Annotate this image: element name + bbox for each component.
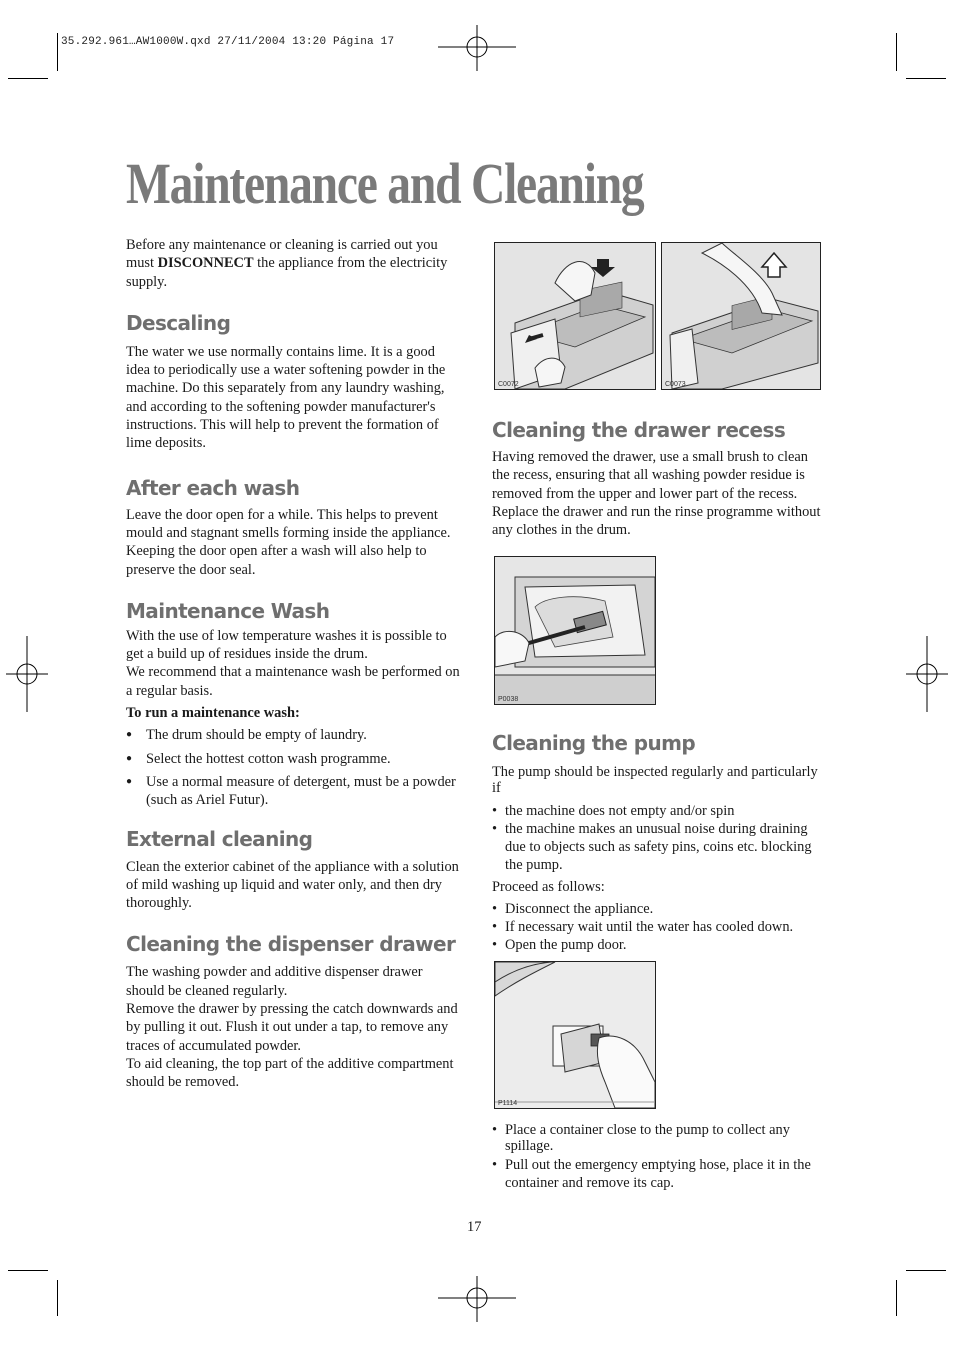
page-number: 17 — [467, 1219, 482, 1235]
descaling-text: The water we use normally contains lime. It is a good idea to periodically use a water softening powder in the machine. Do this separately from any laundry washing, and according to the softening powder manufacturer's instructions. This will help to prevent the formation of lime deposits. — [126, 343, 446, 452]
list-item: • If necessary wait until the water has cooled down. — [492, 918, 828, 936]
maintenance-wash-text-1: With the use of low temperature washes it is possible to get a build up of residues inside the drum. — [126, 627, 447, 663]
dispenser-text-1: The washing powder and additive dispenser drawer should be cleaned regularly. — [126, 964, 423, 999]
crop-mark — [8, 78, 48, 79]
crop-mark — [896, 33, 897, 71]
pump-proceed-text: Proceed as follows: — [492, 879, 605, 895]
maintenance-wash-subheading: To run a maintenance wash: — [126, 705, 300, 722]
drawer-recess-section — [492, 418, 828, 539]
pump-conditions-list — [492, 802, 828, 874]
crop-mark — [57, 33, 58, 71]
list-item: ● Use a normal measure of detergent, must be a powder (such as Ariel Futur). — [126, 773, 462, 810]
print-slug: 35.292.961…AW1000W.qxd 27/11/2004 13:20 Página 17 — [61, 36, 395, 48]
crop-mark — [906, 78, 946, 79]
list-item: ● Select the hottest cotton wash programme. — [126, 750, 462, 768]
pump-steps-continued — [492, 1122, 828, 1192]
after-wash-heading: After each wash — [126, 475, 300, 500]
maintenance-wash-heading: Maintenance Wash — [126, 598, 330, 623]
list-item: • the machine makes an unusual noise during draining due to objects such as safety pins, coins etc. blocking the pump. — [492, 820, 828, 874]
pump-steps-list — [492, 900, 828, 954]
figure-code: P0038 — [498, 696, 519, 703]
descaling-heading: Descaling — [126, 310, 231, 335]
pump-section — [492, 731, 828, 954]
page-title: Maintenance and Cleaning — [126, 151, 644, 216]
maintenance-wash-text-2: We recommend that a maintenance wash be performed on a regular basis. — [126, 664, 460, 699]
drawer-recess-text: Having removed the drawer, use a small brush to clean the recess, ensuring that all washing powder residue is removed from the upper and lower part of the recess. Replace the drawer and run the rinse programme without any clothes in the drum. — [492, 449, 821, 539]
crop-mark — [906, 1270, 946, 1271]
drawer-removal-illustration — [495, 243, 655, 389]
pump-heading: Cleaning the pump — [492, 731, 696, 755]
figure-code: C0073 — [665, 381, 686, 388]
figure-brush-recess — [494, 556, 656, 705]
pump-door-illustration — [495, 962, 655, 1108]
figure-compartment-removal — [661, 242, 821, 390]
list-item: • Pull out the emergency emptying hose, place it in the container and remove its cap. — [492, 1156, 828, 1192]
crop-mark — [896, 1280, 897, 1316]
list-item: ● The drum should be empty of laundry. — [126, 726, 462, 744]
pump-steps-list-2 — [492, 1122, 828, 1192]
figure-code: P1114 — [498, 1100, 518, 1107]
left-column — [126, 236, 462, 1092]
registration-mark-top — [438, 25, 516, 71]
registration-mark-left — [6, 636, 48, 712]
intro-paragraph: Before any maintenance or cleaning is carried out you must DISCONNECT the appliance from the electricity supply. — [126, 237, 448, 290]
maintenance-wash-list — [126, 726, 462, 809]
list-item: • Place a container close to the pump to collect any spillage. — [492, 1122, 828, 1154]
figure-drawer-removal — [494, 242, 656, 390]
pump-intro-text: The pump should be inspected regularly and particularly if — [492, 764, 818, 796]
list-item: • Open the pump door. — [492, 936, 828, 954]
figure-code: C0072 — [498, 381, 519, 388]
dispenser-text-2: Remove the drawer by pressing the catch downwards and by pulling it out. Flush it out under a tap, to remove any traces of accumulated powder. — [126, 1001, 458, 1054]
crop-mark — [57, 1280, 58, 1316]
external-cleaning-text: Clean the exterior cabinet of the appliance with a solution of mild washing up liquid and water only, and then dry thoroughly. — [126, 858, 459, 912]
dispenser-heading: Cleaning the dispenser drawer — [126, 932, 456, 957]
disconnect-emphasis: DISCONNECT — [157, 255, 254, 272]
external-cleaning-heading: External cleaning — [126, 826, 313, 851]
list-item: • Disconnect the appliance. — [492, 900, 828, 918]
dispenser-text-3: To aid cleaning, the top part of the additive compartment should be removed. — [126, 1055, 454, 1091]
list-item: • the machine does not empty and/or spin — [492, 802, 828, 820]
figure-pump-door — [494, 961, 656, 1109]
registration-mark-right — [906, 636, 948, 712]
brush-recess-illustration — [495, 557, 655, 704]
crop-mark — [8, 1270, 48, 1271]
compartment-removal-illustration — [662, 243, 820, 389]
drawer-recess-heading: Cleaning the drawer recess — [492, 418, 786, 442]
registration-mark-bottom — [438, 1276, 516, 1322]
after-wash-text: Leave the door open for a while. This helps to prevent mould and stagnant smells forming inside the appliance. Keeping the door open after a wash will also help to preserve the door seal. — [126, 506, 451, 578]
